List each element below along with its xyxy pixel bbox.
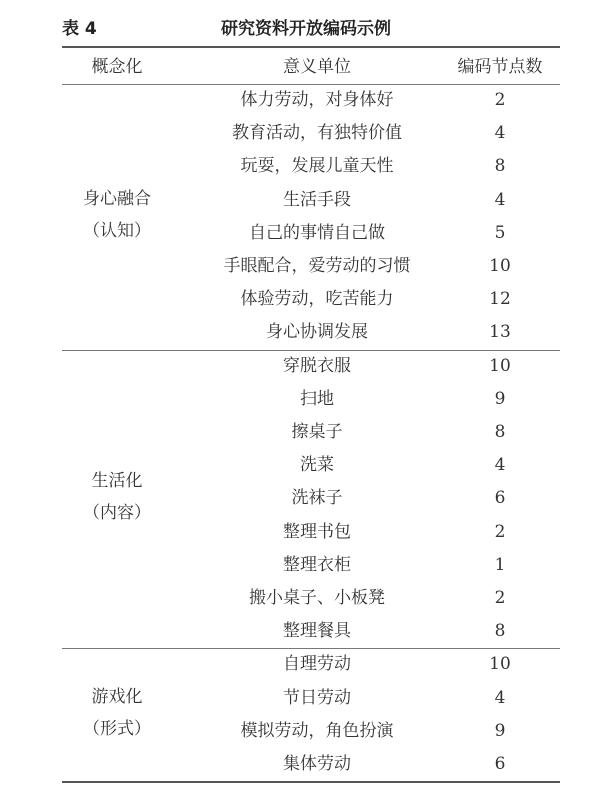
meaning-unit-cell: 穿脱衣服 — [283, 355, 351, 376]
node-count-cell: 6 — [494, 754, 506, 774]
node-count-cell: 9 — [494, 720, 506, 741]
meaning-unit-cell: 模拟劳动，角色扮演 — [240, 720, 394, 741]
top-rule — [62, 46, 560, 48]
category-label: 游戏化 — [91, 686, 143, 707]
table-row — [0, 648, 600, 681]
meaning-unit-cell: 生活手段 — [283, 189, 351, 210]
node-count-cell: 8 — [494, 156, 506, 177]
node-count-cell: 12 — [489, 289, 511, 310]
table-row — [0, 549, 600, 582]
meaning-unit-cell: 洗菜 — [300, 455, 334, 476]
meaning-unit-cell: 教育活动，有独特价值 — [232, 123, 402, 144]
meaning-unit-cell: 手眼配合，爱劳动的习惯 — [223, 256, 411, 276]
node-count-cell: 2 — [494, 588, 506, 608]
table-title: 研究资料开放编码示例 — [221, 19, 391, 39]
meaning-unit-cell: 体验劳动，吃苦能力 — [240, 289, 394, 310]
meaning-unit-cell: 体力劳动，对身体好 — [240, 90, 394, 110]
meaning-unit-cell: 玩耍，发展儿童天性 — [240, 156, 394, 177]
table-row — [0, 615, 600, 648]
meaning-unit-cell: 整理餐具 — [283, 621, 351, 642]
table-row — [0, 316, 600, 349]
table-row — [0, 350, 600, 383]
table-row — [0, 748, 600, 781]
node-count-cell: 10 — [489, 654, 511, 675]
node-count-cell: 2 — [494, 521, 506, 542]
table-row — [0, 117, 600, 150]
meaning-unit-cell: 整理衣柜 — [283, 554, 351, 575]
meaning-unit-cell: 自己的事情自己做 — [249, 222, 385, 243]
node-count-cell: 10 — [489, 355, 511, 376]
node-count-cell: 4 — [494, 189, 506, 210]
header-meaning-unit: 意义单位 — [283, 57, 351, 77]
node-count-cell: 4 — [494, 687, 506, 708]
meaning-unit-cell: 集体劳动 — [283, 754, 351, 774]
node-count-cell: 1 — [494, 554, 506, 575]
node-count-cell: 8 — [494, 621, 506, 642]
node-count-cell: 5 — [494, 222, 506, 243]
meaning-unit-cell: 自理劳动 — [283, 654, 351, 675]
category-label: （认知） — [83, 220, 151, 241]
category-label: 生活化 — [91, 471, 143, 491]
table-row — [0, 283, 600, 316]
category-cell — [62, 681, 172, 745]
table-row — [0, 84, 600, 117]
header-node-count: 编码节点数 — [457, 57, 543, 77]
node-count-cell: 8 — [494, 422, 506, 442]
node-count-cell: 6 — [494, 488, 506, 509]
category-label: （内容） — [83, 503, 151, 523]
node-count-cell: 13 — [489, 322, 511, 343]
header-concept: 概念化 — [91, 57, 143, 77]
table-row — [0, 250, 600, 283]
table-row — [0, 582, 600, 615]
table-row — [0, 416, 600, 449]
node-count-cell: 4 — [494, 455, 506, 476]
meaning-unit-cell: 擦桌子 — [291, 422, 343, 442]
meaning-unit-cell: 节日劳动 — [283, 687, 351, 708]
node-count-cell: 10 — [489, 256, 511, 276]
node-count-cell: 2 — [494, 90, 506, 110]
node-count-cell: 4 — [494, 123, 506, 144]
bottom-rule — [62, 781, 560, 783]
table-row — [0, 383, 600, 416]
category-cell — [62, 183, 172, 247]
table-row — [0, 150, 600, 183]
table-caption — [62, 12, 550, 40]
meaning-unit-cell: 搬小桌子、小板凳 — [249, 588, 385, 608]
meaning-unit-cell: 扫地 — [300, 388, 334, 409]
node-count-cell: 9 — [494, 388, 506, 409]
category-label: （形式） — [83, 718, 151, 739]
meaning-unit-cell: 整理书包 — [283, 521, 351, 542]
category-cell — [62, 465, 172, 529]
table-number: 表 4 — [62, 19, 97, 39]
category-label: 身心融合 — [83, 188, 151, 209]
meaning-unit-cell: 身心协调发展 — [266, 322, 368, 343]
meaning-unit-cell: 洗袜子 — [291, 488, 343, 509]
